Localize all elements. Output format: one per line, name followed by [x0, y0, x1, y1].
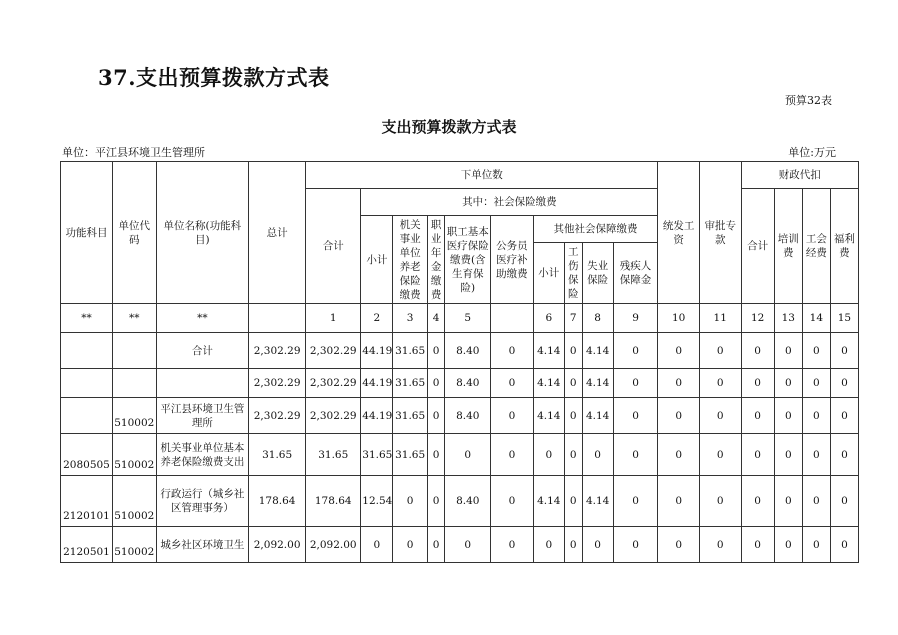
table-cell: 0 — [802, 369, 830, 398]
table-cell: 2,302.29 — [306, 398, 361, 434]
budget-table — [60, 161, 859, 563]
table-cell: 2,302.29 — [306, 333, 361, 369]
index-cell: 5 — [445, 304, 491, 333]
table-cell: 0 — [830, 369, 858, 398]
document-heading: 37.支出预算拨款方式表 — [98, 65, 330, 90]
table-cell: 0 — [564, 434, 582, 476]
index-cell: ** — [112, 304, 156, 333]
table-cell: 2,302.29 — [249, 369, 306, 398]
table-cell: 0 — [699, 333, 741, 369]
table-cell: 44.19 — [361, 333, 393, 369]
table-cell: 8.40 — [445, 369, 491, 398]
table-cell — [112, 369, 156, 398]
table-cell: 0 — [699, 398, 741, 434]
table-cell: 31.65 — [393, 434, 427, 476]
table-cell: 2,302.29 — [249, 398, 306, 434]
table-cell: 0 — [613, 434, 658, 476]
header-welfare: 福利费 — [830, 189, 858, 304]
unit-organization: 单位：平江县环境卫生管理所 — [62, 146, 205, 159]
header-union: 工会经费 — [802, 189, 830, 304]
table-cell: 4.14 — [582, 398, 613, 434]
table-cell: 510002 — [112, 398, 156, 434]
index-cell: 2 — [361, 304, 393, 333]
table-cell: 0 — [564, 333, 582, 369]
table-cell: 0 — [491, 476, 534, 527]
table-cell: 0 — [564, 398, 582, 434]
table-cell: 44.19 — [361, 398, 393, 434]
table-cell: 城乡社区环境卫生 — [156, 527, 248, 563]
table-cell — [61, 398, 113, 434]
table-cell: 0 — [774, 527, 802, 563]
table-cell: 510002 — [112, 476, 156, 527]
table-cell: 0 — [741, 434, 774, 476]
table-cell: 0 — [741, 333, 774, 369]
table-cell: 8.40 — [445, 476, 491, 527]
table-cell: 0 — [774, 476, 802, 527]
table-cell: 0 — [699, 369, 741, 398]
table-cell: 0 — [613, 527, 658, 563]
header-row-1 — [61, 162, 859, 189]
table-cell: 0 — [564, 527, 582, 563]
table-cell: 178.64 — [306, 476, 361, 527]
table-cell: 0 — [533, 527, 564, 563]
table-cell: 0 — [774, 333, 802, 369]
table-cell: 0 — [658, 476, 700, 527]
index-cell: 1 — [306, 304, 361, 333]
table-cell: 0 — [491, 527, 534, 563]
table-cell: 0 — [699, 476, 741, 527]
table-cell: 0 — [774, 434, 802, 476]
table-cell: 0 — [393, 527, 427, 563]
table-cell — [61, 333, 113, 369]
table-cell: 31.65 — [306, 434, 361, 476]
index-row — [61, 304, 859, 333]
table-cell: 机关事业单位基本养老保险缴费支出 — [156, 434, 248, 476]
table-cell: 0 — [830, 434, 858, 476]
index-cell: 14 — [802, 304, 830, 333]
table-cell: 4.14 — [533, 398, 564, 434]
header-unit-code: 单位代码 — [112, 162, 156, 304]
table-cell: 0 — [658, 333, 700, 369]
header-social-insurance: 其中：社会保险缴费 — [361, 189, 658, 216]
header-heji: 合计 — [306, 189, 361, 304]
table-cell: 0 — [491, 333, 534, 369]
table-cell: 4.14 — [533, 333, 564, 369]
index-cell — [249, 304, 306, 333]
table-cell: 0 — [427, 476, 445, 527]
table-cell: 0 — [774, 398, 802, 434]
table-cell: 0 — [774, 369, 802, 398]
table-row — [61, 476, 859, 527]
table-cell: 0 — [741, 476, 774, 527]
table-cell: 0 — [830, 476, 858, 527]
table-cell: 44.19 — [361, 369, 393, 398]
table-cell: 0 — [427, 369, 445, 398]
table-cell: 2,302.29 — [249, 333, 306, 369]
table-cell: 2120101 — [61, 476, 113, 527]
header-other-xiaoji: 小计 — [533, 243, 564, 304]
index-cell: 3 — [393, 304, 427, 333]
index-cell: 11 — [699, 304, 741, 333]
table-row — [61, 527, 859, 563]
header-pension: 机关事业单位养老保险缴费 — [393, 216, 427, 304]
index-cell: 6 — [533, 304, 564, 333]
index-cell: 8 — [582, 304, 613, 333]
table-cell: 4.14 — [582, 333, 613, 369]
table-cell: 0 — [613, 476, 658, 527]
index-cell: 10 — [658, 304, 700, 333]
table-cell: 8.40 — [445, 398, 491, 434]
table-cell: 0 — [741, 369, 774, 398]
index-cell: ** — [61, 304, 113, 333]
index-cell: 12 — [741, 304, 774, 333]
table-cell: 0 — [658, 434, 700, 476]
table-cell: 0 — [564, 476, 582, 527]
table-cell: 0 — [445, 527, 491, 563]
index-cell: 9 — [613, 304, 658, 333]
header-other-insurance: 其他社会保障缴费 — [533, 216, 658, 243]
header-unit-name: 单位名称(功能科目) — [156, 162, 248, 304]
table-cell: 2,092.00 — [249, 527, 306, 563]
table-cell: 0 — [613, 369, 658, 398]
table-cell: 0 — [427, 434, 445, 476]
table-row — [61, 398, 859, 434]
table-cell: 0 — [802, 398, 830, 434]
table-cell: 0 — [445, 434, 491, 476]
table-cell: 0 — [427, 527, 445, 563]
table-cell: 4.14 — [533, 369, 564, 398]
table-cell: 0 — [491, 434, 534, 476]
table-row — [61, 333, 859, 369]
table-cell: 平江县环境卫生管理所 — [156, 398, 248, 434]
table-cell: 0 — [491, 369, 534, 398]
header-civil-medical: 公务员医疗补助缴费 — [491, 216, 534, 304]
table-cell: 0 — [658, 369, 700, 398]
index-cell: 13 — [774, 304, 802, 333]
table-cell: 0 — [741, 527, 774, 563]
header-fiscal-agent: 财政代扣 — [741, 162, 858, 189]
header-unemployment: 失业保险 — [582, 243, 613, 304]
table-cell: 12.54 — [361, 476, 393, 527]
table-cell — [156, 369, 248, 398]
table-cell: 4.14 — [582, 476, 613, 527]
table-cell: 31.65 — [393, 333, 427, 369]
table-cell: 0 — [802, 434, 830, 476]
table-cell: 2,092.00 — [306, 527, 361, 563]
table-cell: 31.65 — [393, 398, 427, 434]
header-approved-fund: 审批专款 — [699, 162, 741, 304]
table-cell: 2,302.29 — [306, 369, 361, 398]
table-cell: 31.65 — [249, 434, 306, 476]
table-row — [61, 434, 859, 476]
table-cell: 0 — [491, 398, 534, 434]
table-cell: 0 — [741, 398, 774, 434]
index-cell: 7 — [564, 304, 582, 333]
table-cell: 0 — [533, 434, 564, 476]
table-cell: 0 — [802, 333, 830, 369]
table-body — [61, 333, 859, 563]
table-cell: 0 — [613, 398, 658, 434]
index-cell: ** — [156, 304, 248, 333]
table-title: 支出预算拨款方式表 — [381, 118, 517, 136]
table-cell: 0 — [802, 527, 830, 563]
table-cell: 0 — [830, 398, 858, 434]
header-medical: 职工基本医疗保险缴费(含生育保险) — [445, 216, 491, 304]
header-annuity: 职业年金缴费 — [427, 216, 445, 304]
header-xiaoji: 小计 — [361, 216, 393, 304]
header-fiscal-heji: 合计 — [741, 189, 774, 304]
table-cell: 0 — [830, 527, 858, 563]
unit-currency: 单位:万元 — [788, 146, 836, 159]
header-injury: 工伤保险 — [564, 243, 582, 304]
table-cell: 178.64 — [249, 476, 306, 527]
header-total: 总计 — [249, 162, 306, 304]
header-disabled: 残疾人保障金 — [613, 243, 658, 304]
table-cell — [112, 333, 156, 369]
table-cell: 0 — [427, 333, 445, 369]
header-lower-unit-pay: 下单位数 — [306, 162, 658, 189]
table-cell: 2080505 — [61, 434, 113, 476]
table-cell: 0 — [427, 398, 445, 434]
table-row — [61, 369, 859, 398]
index-cell: 4 — [427, 304, 445, 333]
index-cell: 15 — [830, 304, 858, 333]
table-cell: 0 — [613, 333, 658, 369]
table-cell: 4.14 — [533, 476, 564, 527]
table-cell: 0 — [802, 476, 830, 527]
table-cell: 0 — [393, 476, 427, 527]
table-cell: 510002 — [112, 527, 156, 563]
index-cell — [491, 304, 534, 333]
header-unified-wage: 统发工资 — [658, 162, 700, 304]
table-cell: 0 — [564, 369, 582, 398]
table-cell: 31.65 — [393, 369, 427, 398]
table-cell: 0 — [582, 527, 613, 563]
table-cell — [61, 369, 113, 398]
table-cell: 0 — [699, 527, 741, 563]
table-cell: 0 — [699, 434, 741, 476]
table-cell: 4.14 — [582, 369, 613, 398]
table-cell: 0 — [658, 527, 700, 563]
table-cell: 合计 — [156, 333, 248, 369]
table-cell: 0 — [361, 527, 393, 563]
table-cell: 510002 — [112, 434, 156, 476]
table-cell: 0 — [830, 333, 858, 369]
header-func-code: 功能科目 — [61, 162, 113, 304]
table-cell: 8.40 — [445, 333, 491, 369]
table-cell: 行政运行（城乡社区管理事务） — [156, 476, 248, 527]
table-number: 预算32表 — [785, 94, 832, 107]
table-cell: 0 — [658, 398, 700, 434]
table-cell: 2120501 — [61, 527, 113, 563]
header-training: 培训费 — [774, 189, 802, 304]
table-cell: 31.65 — [361, 434, 393, 476]
table-cell: 0 — [582, 434, 613, 476]
